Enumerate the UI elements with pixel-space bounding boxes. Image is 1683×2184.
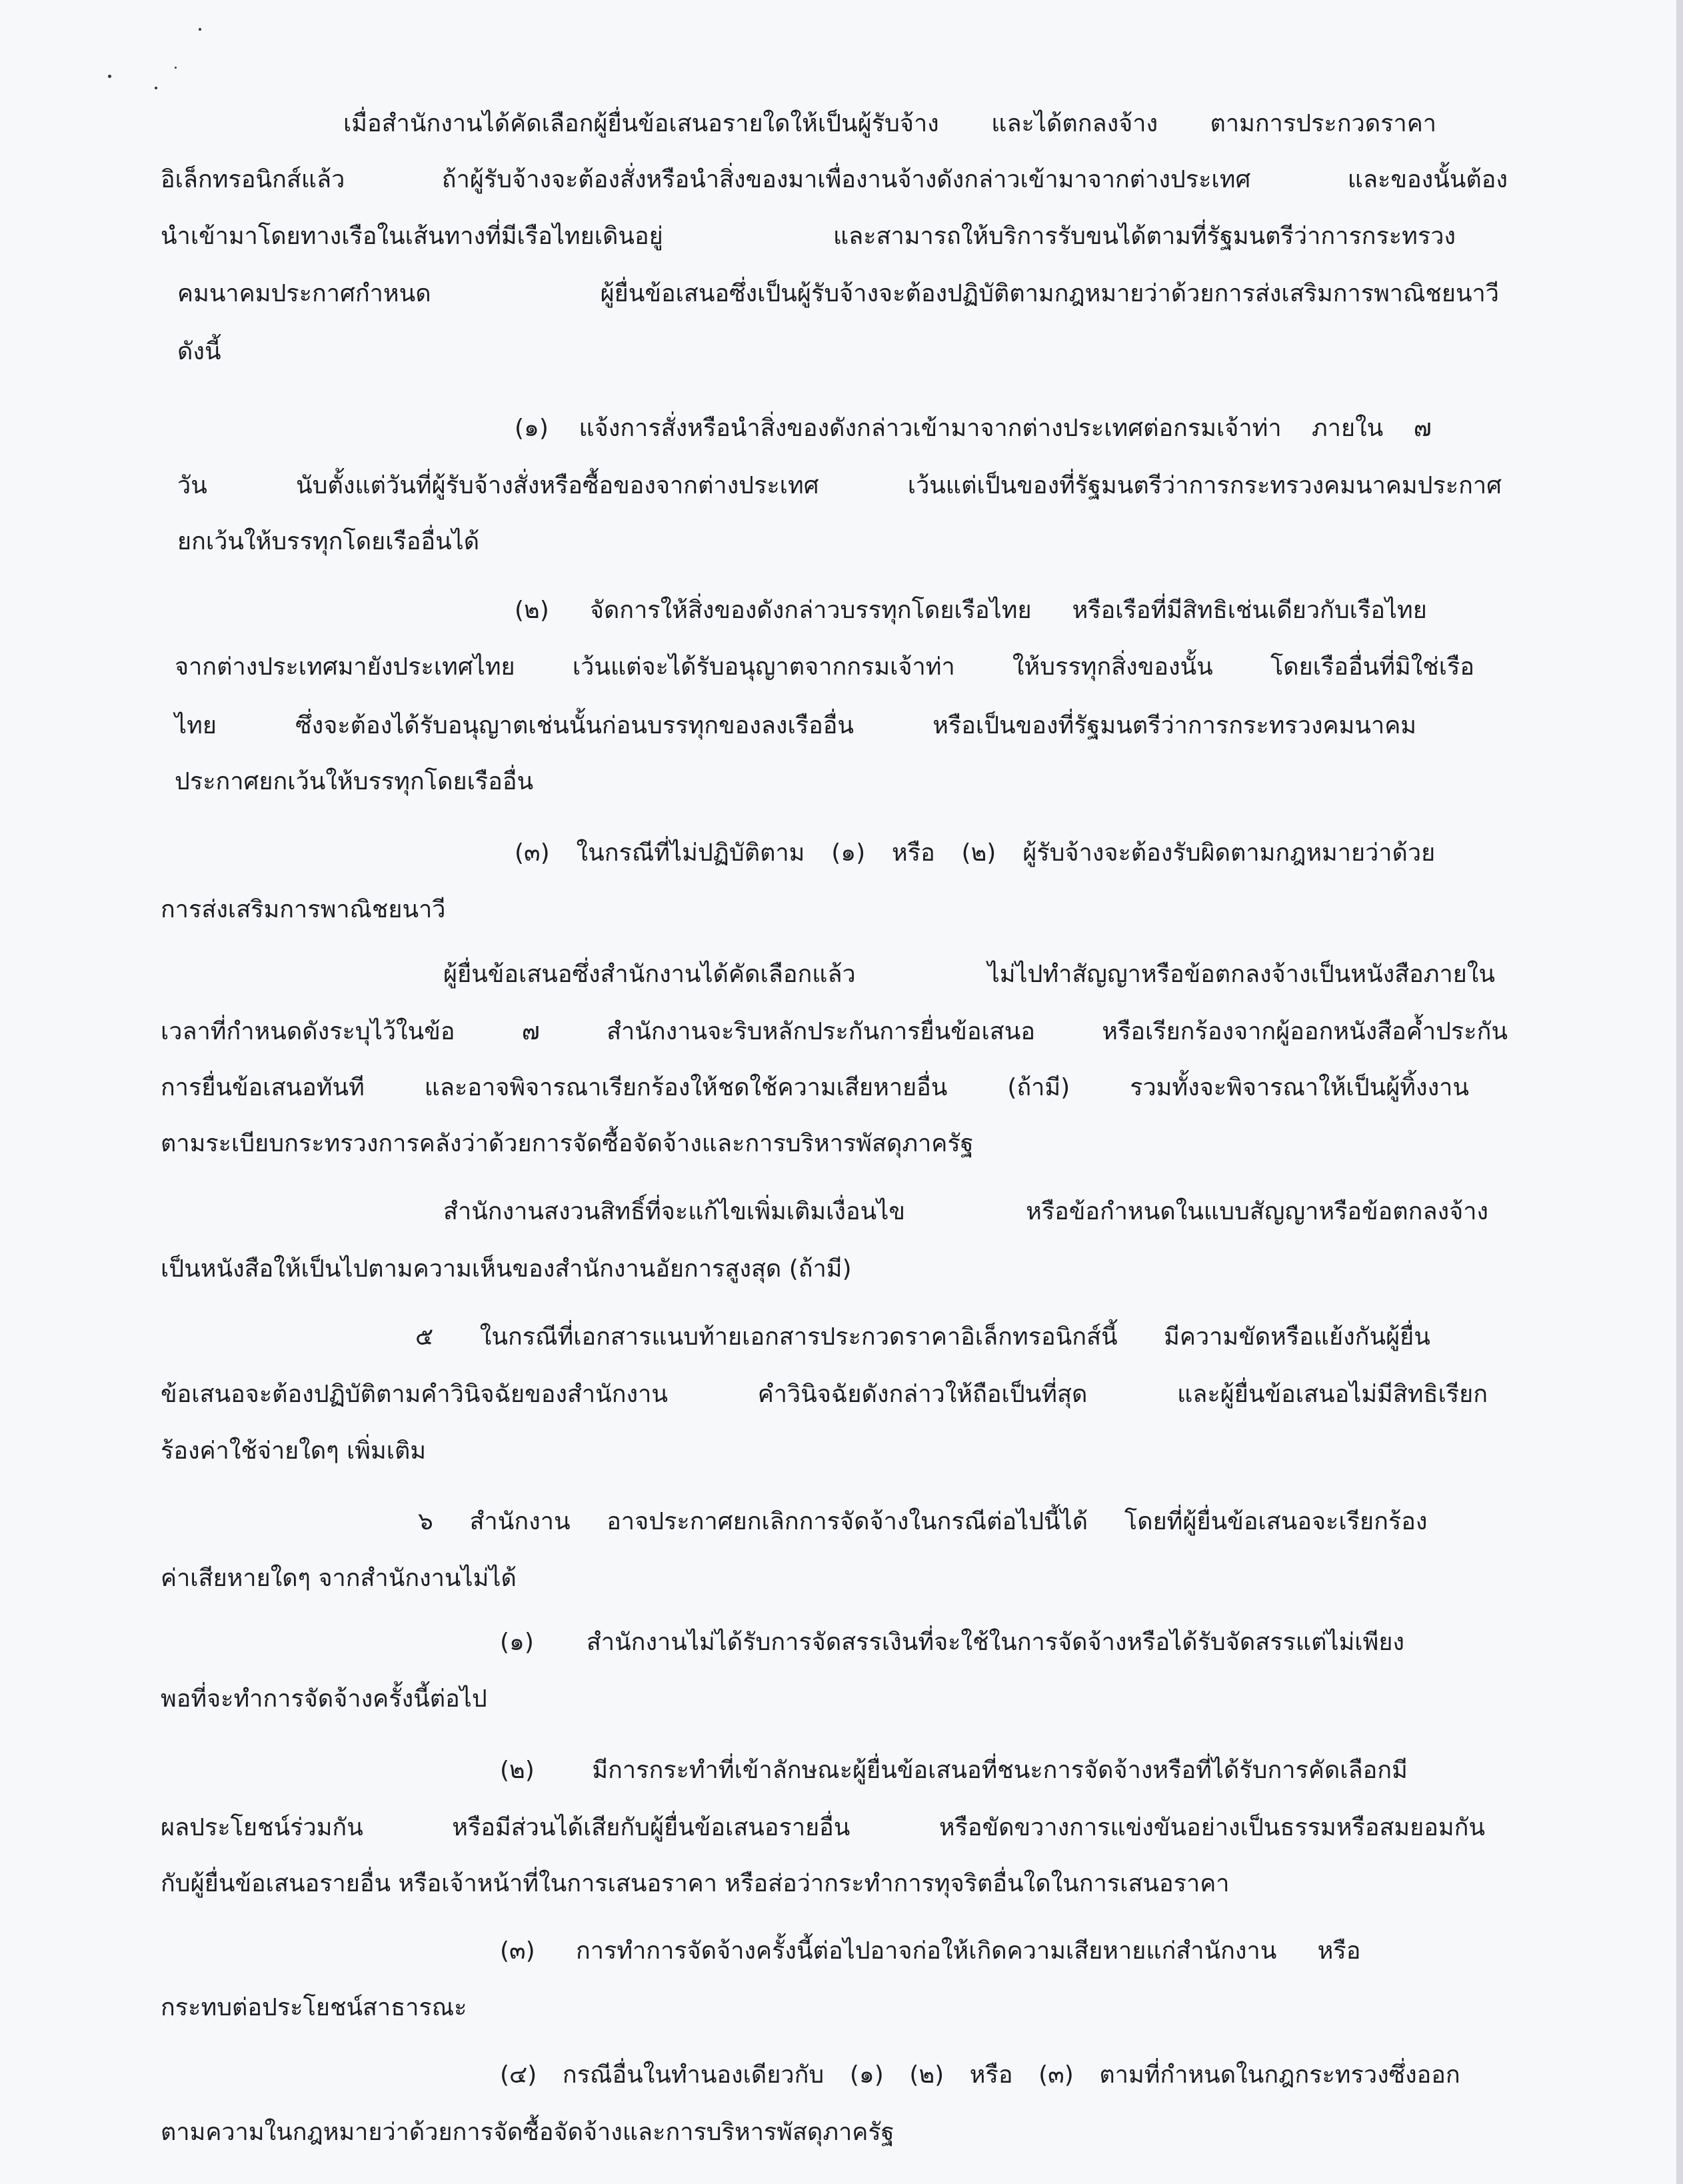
scan-speck <box>155 87 157 89</box>
paragraph-1-line-1: เมื่อสำนักงานได้คัดเลือกผู้ยื่นข้อเสนอรายใดให้เป็นผู้รับจ้าง และได้ตกลงจ้าง ตามการประกวดราคา <box>343 110 1436 137</box>
paragraph-1-line-5: ดังนี้ <box>177 338 221 365</box>
paragraph-11-line-1: (๓) การทำการจัดจ้างครั้งนี้ต่อไปอาจก่อให้เกิดความเสียหายแก่สำนักงาน หรือ <box>500 1937 1361 1965</box>
paragraph-6-line-1: สำนักงานสงวนสิทธิ์ที่จะแก้ไขเพิ่มเติมเงื่อนไข หรือข้อกำหนดในแบบสัญญาหรือข้อตกลงจ้าง <box>443 1198 1488 1225</box>
paragraph-2-line-2: วัน นับตั้งแต่วันที่ผู้รับจ้างสั่งหรือซื้อของจากต่างประเทศ เว้นแต่เป็นของที่รัฐมนตรีว่าการกระทรวงคมนาคมประกาศ <box>177 472 1502 499</box>
paragraph-8-line-2: ค่าเสียหายใดๆ จากสำนักงานไม่ได้ <box>161 1565 517 1592</box>
paragraph-3-line-3: ไทย ซึ่งจะต้องได้รับอนุญาตเช่นนั้นก่อนบรรทุกของลงเรืออื่น หรือเป็นของที่รัฐมนตรีว่าการกระทรวงคมนาคม <box>175 712 1416 739</box>
paragraph-3-line-4: ประกาศยกเว้นให้บรรทุกโดยเรืออื่น <box>175 768 534 795</box>
paragraph-2-line-1: (๑) แจ้งการสั่งหรือนำสิ่งของดังกล่าวเข้ามาจากต่างประเทศต่อกรมเจ้าท่า ภายใน ๗ <box>515 415 1432 442</box>
paragraph-5-line-1: ผู้ยื่นข้อเสนอซึ่งสำนักงานได้คัดเลือกแล้ว ไม่ไปทำสัญญาหรือข้อตกลงจ้างเป็นหนังสือภายใน <box>443 961 1495 988</box>
paragraph-12-line-2: ตามความในกฎหมายว่าด้วยการจัดซื้อจัดจ้างและการบริหารพัสดุภาครัฐ <box>161 2119 894 2146</box>
paragraph-9-line-1: (๑) สำนักงานไม่ได้รับการจัดสรรเงินที่จะใช้ในการจัดจ้างหรือได้รับจัดสรรแต่ไม่เพียง <box>500 1629 1405 1656</box>
page-edge <box>1676 0 1683 2184</box>
paragraph-9-line-2: พอที่จะทำการจัดจ้างครั้งนี้ต่อไป <box>161 1685 487 1713</box>
paragraph-5-line-4: ตามระเบียบกระทรวงการคลังว่าด้วยการจัดซื้อจัดจ้างและการบริหารพัสดุภาครัฐ <box>161 1130 974 1157</box>
paragraph-7-line-1: ๕ ในกรณีที่เอกสารแนบท้ายเอกสารประกวดราคาอิเล็กทรอนิกส์นี้ มีความขัดหรือแย้งกันผู้ยื่น <box>415 1323 1430 1351</box>
paragraph-7-line-2: ข้อเสนอจะต้องปฏิบัติตามคำวินิจฉัยของสำนักงาน คำวินิจฉัยดังกล่าวให้ถือเป็นที่สุด และผู้ยื่นข้อเสนอไม่มีสิทธิเรียก <box>161 1381 1488 1408</box>
paragraph-10-line-1: (๒) มีการกระทำที่เข้าลักษณะผู้ยื่นข้อเสนอที่ชนะการจัดจ้างหรือที่ได้รับการคัดเลือกมี <box>500 1757 1408 1784</box>
paragraph-4-line-2: การส่งเสริมการพาณิชยนาวี <box>161 896 446 923</box>
paragraph-1-line-4: คมนาคมประกาศกำหนด ผู้ยื่นข้อเสนอซึ่งเป็นผู้รับจ้างจะต้องปฏิบัติตามกฎหมายว่าด้วยการส่งเสริมการพาณิชยนาวี <box>177 280 1499 307</box>
paragraph-1-line-3: นำเข้ามาโดยทางเรือในเส้นทางที่มีเรือไทยเดินอยู่ และสามารถให้บริการรับขนได้ตามที่รัฐมนตรีว่าการกระทรวง <box>161 223 1456 250</box>
paragraph-12-line-1: (๔) กรณีอื่นในทำนองเดียวกับ (๑) (๒) หรือ (๓) ตามที่กำหนดในกฎกระทรวงซึ่งออก <box>500 2061 1460 2089</box>
paragraph-5-line-3: การยื่นข้อเสนอทันที และอาจพิจารณาเรียกร้องให้ชดใช้ความเสียหายอื่น (ถ้ามี) รวมทั้งจะพิจารณาให้เป็นผู้ทิ้งงาน <box>161 1074 1469 1101</box>
scan-speck <box>199 28 201 31</box>
paragraph-2-line-3: ยกเว้นให้บรรทุกโดยเรืออื่นได้ <box>177 528 480 555</box>
paragraph-3-line-1: (๒) จัดการให้สิ่งของดังกล่าวบรรทุกโดยเรือไทย หรือเรือที่มีสิทธิเช่นเดียวกับเรือไทย <box>515 597 1427 624</box>
paragraph-8-line-1: ๖ สำนักงาน อาจประกาศยกเลิกการจัดจ้างในกรณีต่อไปนี้ได้ โดยที่ผู้ยื่นข้อเสนอจะเรียกร้อง <box>418 1508 1428 1535</box>
paragraph-6-line-2: เป็นหนังสือให้เป็นไปตามความเห็นของสำนักงานอัยการสูงสุด (ถ้ามี) <box>161 1255 852 1283</box>
paragraph-10-line-3: กับผู้ยื่นข้อเสนอรายอื่น หรือเจ้าหน้าที่ในการเสนอราคา หรือส่อว่ากระทำการทุจริตอื่นใดในการเสนอราคา <box>161 1870 1230 1897</box>
paragraph-11-line-2: กระทบต่อประโยชน์สาธารณะ <box>161 1994 467 2021</box>
paragraph-1-line-2: อิเล็กทรอนิกส์แล้ว ถ้าผู้รับจ้างจะต้องสั่งหรือนำสิ่งของมาเพื่องานจ้างดังกล่าวเข้ามาจากต่างประเทศ และของนั้นต้อง <box>161 166 1508 193</box>
paragraph-7-line-3: ร้องค่าใช้จ่ายใดๆ เพิ่มเติม <box>161 1437 427 1465</box>
scan-speck <box>108 75 111 78</box>
paragraph-10-line-2: ผลประโยชน์ร่วมกัน หรือมีส่วนได้เสียกับผู้ยื่นข้อเสนอรายอื่น หรือขัดขวางการแข่งขันอย่างเป็นธรรมหรือสมยอมกัน <box>161 1814 1485 1841</box>
paragraph-5-line-2: เวลาที่กำหนดดังระบุไว้ในข้อ ๗ สำนักงานจะริบหลักประกันการยื่นข้อเสนอ หรือเรียกร้องจากผู้ออกหนังสือค้ำประกัน <box>161 1018 1508 1045</box>
paragraph-4-line-1: (๓) ในกรณีที่ไม่ปฏิบัติตาม (๑) หรือ (๒) ผู้รับจ้างจะต้องรับผิดตามกฎหมายว่าด้วย <box>515 839 1436 867</box>
scan-speck <box>175 67 177 69</box>
paragraph-3-line-2: จากต่างประเทศมายังประเทศไทย เว้นแต่จะได้รับอนุญาตจากกรมเจ้าท่า ให้บรรทุกสิ่งของนั้น โดยเรืออื่นที่มิใช่เรือ <box>175 653 1474 681</box>
